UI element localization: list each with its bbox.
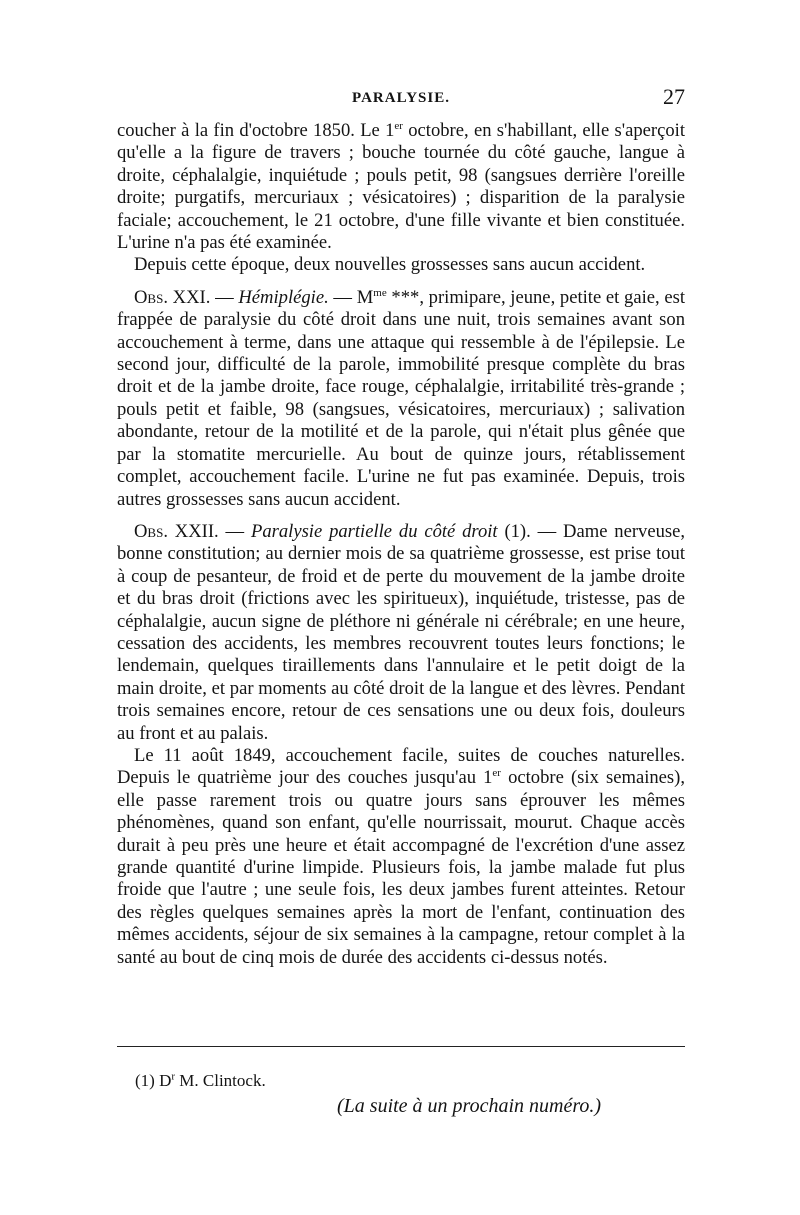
- observation-21: [117, 287, 685, 511]
- body-text: [117, 120, 685, 969]
- observation-title: Hémiplégie.: [238, 286, 329, 308]
- observation-label: Obs. XXII.: [134, 520, 219, 542]
- observation-title: Paralysie partielle du côté droit: [250, 520, 498, 542]
- dash: —: [328, 286, 357, 308]
- observation-text: ***, primipare, jeune, petite et gaie, est frappée de paralysie du côté droit dans une nuit, trois semaines avant son accouchement à terme, dans une attaque qui ressemble à de l'épilepsie. Le second jour, difficulté de la parole, immobilité presque complète du bras droit et de la jambe droite, face rouge, céphalalgie, irritabilité très-grande ; pouls petit et faible, 98 (sangsues, vésicatoires, mercuriaux) ; salivation abondante, retour de la motilité et de la parole, qui n'était plus gênée que par la stomatite mercurielle. Au bout de quinze jours, rétablissement complet, accouchement facile. L'urine ne fut pas examinée. Depuis, trois autres grossesses sans aucun accident.: [117, 286, 685, 510]
- patient-title-sup: me: [373, 286, 387, 299]
- footnote-text: M. Clintock.: [175, 1071, 266, 1090]
- footnote-marker: (1) D: [135, 1071, 172, 1090]
- page-header: [117, 84, 685, 114]
- paragraph-text-start: Le 11 août 1849, accouchement facile, suites de couches naturelles. Depuis le quatrième jour des couches jusqu'au 1: [117, 744, 685, 789]
- observation-22: [117, 521, 685, 745]
- paragraph-text-end: octobre, en s'habillant, elle s'aperçoit qu'elle a la figure de travers ; bouche tournée du côté gauche, langue à droite, céphalalgie, inquiétude ; pouls petit, 98 (sangsues derrière l'oreille droite; purgatifs, mercuriaux ; vésicatoires) ; disparition de la paralysie faciale; accouchement, le 21 octobre, d'une fille vivante et bien constituée. L'urine n'a pas été examinée.: [117, 120, 685, 254]
- running-head: PARALYSIE.: [352, 90, 450, 106]
- continuation-note: (La suite à un prochain numéro.): [337, 1095, 602, 1117]
- footnote: [135, 1071, 266, 1091]
- ordinal-sup: er: [394, 119, 403, 132]
- paragraph-text-start: coucher à la fin d'octobre 1850. Le 1: [117, 120, 395, 141]
- paragraph-text-end: octobre (six semaines), elle passe rarement trois ou quatre jours sans éprouver les mêmes phénomènes, quand son enfant, qu'elle nourrissait, mourut. Chaque accès durait à peu près une heure et était accompagné de l'excrétion d'une assez grande quantité d'urine limpide. Plusieurs fois, la jambe malade fut plus froide que l'autre ; une seule fois, les deux jambes furent atteintes. Retour des règles quelques semaines après la mort de l'enfant, continuation des mêmes accidents, séjour de six semaines à la campagne, retour complet à la santé au bout de cinq mois de durée des accidents ci-dessus notés.: [117, 767, 685, 968]
- ordinal-sup: er: [492, 767, 501, 780]
- observation-label: Obs. XXI.: [134, 286, 211, 308]
- footnote-reference: (1). —: [497, 520, 564, 542]
- paragraph-since: Depuis cette époque, deux nouvelles grossesses sans aucun accident.: [134, 254, 646, 276]
- patient-title: M: [356, 286, 374, 308]
- dash: —: [210, 286, 239, 308]
- paragraph-continuation: [117, 120, 685, 254]
- dash: —: [218, 520, 251, 542]
- observation-text: Dame nerveuse, bonne constitution; au dernier mois de sa quatrième grossesse, est prise tout à coup de pesanteur, de froid et de perte du mouvement de la jambe droite et du bras droit (frictions avec les spiritueux), inquiétude, tristesse, pas de céphalalgie, aucun signe de pléthore ni générale ni cérébrale; en une heure, cessation des accidents, les membres recouvrent toutes leurs fonctions; le lendemain, quelques tiraillements dans l'annulaire et le petit doigt de la main droite, et par moments au côté droit de la langue et des lèvres. Pendant trois semaines encore, retour de ces sensations une ou deux fois, douleurs au front et au palais.: [117, 520, 686, 744]
- footnote-marker-sup: r: [171, 1070, 176, 1083]
- page-number: 27: [663, 84, 685, 109]
- footnote-separator: [117, 1046, 685, 1047]
- paragraph-august: [117, 745, 685, 969]
